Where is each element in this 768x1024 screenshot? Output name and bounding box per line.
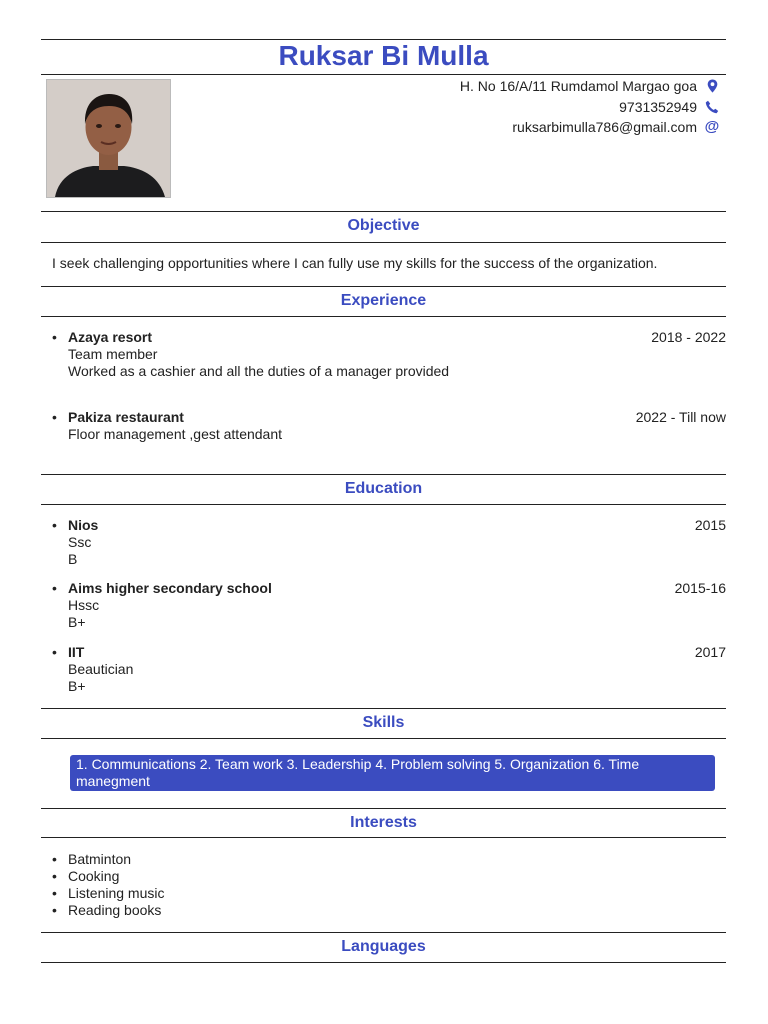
school-name: Aims higher secondary school (68, 580, 272, 596)
divider (41, 708, 726, 709)
contact-block (460, 76, 721, 138)
course-text: Ssc (68, 534, 92, 550)
grade-text: B+ (68, 614, 86, 630)
education-item (52, 644, 726, 695)
section-title-languages: Languages (341, 938, 426, 955)
profile-photo-image (47, 80, 170, 197)
divider (41, 504, 726, 505)
candidate-name: Ruksar Bi Mulla (278, 40, 489, 71)
company-name: Azaya resort (68, 329, 153, 345)
education-date: 2017 (694, 644, 726, 660)
bullet: • (52, 517, 57, 533)
email-text[interactable]: ruksarbimulla786@gmail.com (512, 119, 697, 135)
experience-item (52, 329, 726, 380)
section-title-education: Education (344, 480, 423, 497)
contact-email (460, 117, 721, 138)
phone-icon (703, 100, 721, 114)
grade-text: B (68, 551, 78, 567)
bullet: • (52, 409, 57, 425)
education-item (52, 517, 726, 568)
section-title-objective: Objective (347, 217, 420, 234)
divider (41, 74, 726, 75)
contact-address (460, 76, 721, 97)
divider (41, 932, 726, 933)
objective-text: I seek challenging opportunities where I can fully use my skills for the success of the organization. (52, 255, 658, 271)
profile-photo (46, 79, 171, 198)
bullet: • (52, 329, 57, 345)
address-text: H. No 16/A/11 Rumdamol Margao goa (459, 78, 697, 94)
contact-phone (460, 97, 721, 118)
interests-list (52, 851, 165, 919)
at-sign-icon: @ (704, 118, 720, 135)
section-title-experience: Experience (340, 292, 427, 309)
course-text: Hssc (68, 597, 100, 613)
bullet: • (52, 644, 57, 660)
school-name: IIT (68, 644, 85, 660)
list-item: • Cooking (52, 868, 165, 885)
role-description: Worked as a cashier and all the duties of a manager provided (68, 363, 450, 379)
list-item: • Batminton (52, 851, 165, 868)
education-date: 2015-16 (674, 580, 726, 596)
list-item: • Listening music (52, 885, 165, 902)
experience-date: 2022 - Till now (635, 409, 726, 425)
education-date: 2015 (694, 517, 726, 533)
role-text: Floor management ,gest attendant (68, 426, 283, 442)
divider (41, 738, 726, 739)
divider (41, 962, 726, 963)
map-pin-icon (703, 79, 721, 93)
company-name: Pakiza restaurant (68, 409, 184, 425)
course-text: Beautician (68, 661, 134, 677)
school-name: Nios (68, 517, 99, 533)
divider (41, 837, 726, 838)
grade-text: B+ (68, 678, 86, 694)
divider (41, 808, 726, 809)
education-item (52, 580, 726, 631)
divider (41, 316, 726, 317)
bullet: • (52, 580, 57, 596)
list-item: • Reading books (52, 902, 165, 919)
section-title-interests: Interests (350, 814, 417, 831)
phone-text[interactable]: 9731352949 (619, 98, 697, 115)
divider (41, 474, 726, 475)
experience-item (52, 409, 726, 443)
section-title-skills: Skills (362, 714, 405, 731)
skills-box: 1. Communications 2. Team work 3. Leadership 4. Problem solving 5. Organization 6. Time manegment (70, 755, 715, 791)
divider (41, 242, 726, 243)
role-text: Team member (68, 346, 158, 362)
divider (41, 211, 726, 212)
divider (41, 286, 726, 287)
experience-date: 2018 - 2022 (651, 329, 726, 345)
